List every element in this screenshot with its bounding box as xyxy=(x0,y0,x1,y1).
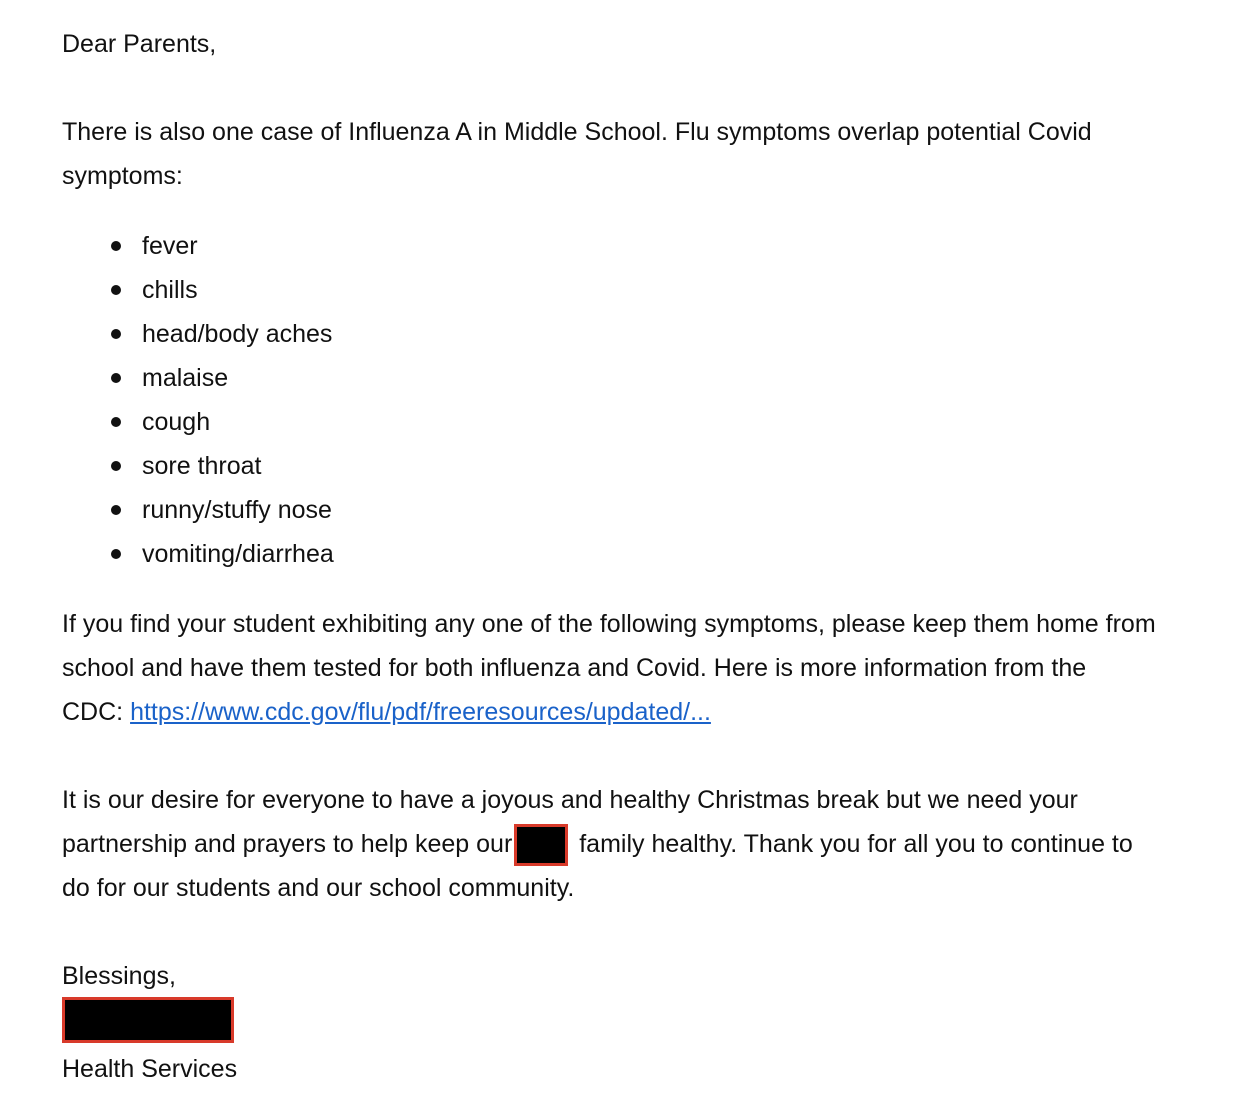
bullet-icon xyxy=(111,241,121,251)
list-item xyxy=(62,356,1222,400)
instructions-paragraph xyxy=(62,602,1222,734)
list-item xyxy=(62,400,1222,444)
list-item xyxy=(62,532,1222,576)
intro-paragraph xyxy=(62,110,1222,198)
spacer xyxy=(62,734,1222,778)
symptom-text: sore throat xyxy=(142,452,262,480)
list-item xyxy=(62,268,1222,312)
redacted-school-name xyxy=(514,824,568,866)
salutation: Blessings, xyxy=(62,962,176,990)
greeting: Dear Parents, xyxy=(62,30,217,58)
closing-line-2-end: family healthy. Thank you for all you to continue to xyxy=(572,830,1133,858)
bullet-icon xyxy=(111,549,121,559)
list-item xyxy=(62,488,1222,532)
email-body xyxy=(62,22,1222,1091)
bullet-icon xyxy=(111,505,121,515)
closing-line-2 xyxy=(62,822,1222,866)
closing-line-1: It is our desire for everyone to have a joyous and healthy Christmas break but we need your xyxy=(62,786,1078,814)
symptom-text: vomiting/diarrhea xyxy=(142,540,334,568)
redacted-sender-name xyxy=(62,997,234,1043)
bullet-icon xyxy=(111,285,121,295)
bullet-icon xyxy=(111,373,121,383)
bullet-icon xyxy=(111,329,121,339)
spacer xyxy=(62,66,1222,110)
symptom-text: fever xyxy=(142,232,198,260)
symptom-text: cough xyxy=(142,408,211,436)
signature-block xyxy=(62,954,1222,1091)
spacer xyxy=(62,910,1222,954)
intro-line-2: symptoms: xyxy=(62,162,183,190)
intro-line-1: There is also one case of Influenza A in Middle School. Flu symptoms overlap potential Covid xyxy=(62,118,1092,146)
cdc-label: CDC: xyxy=(62,698,131,726)
list-item xyxy=(62,224,1222,268)
closing-line-3: do for our students and our school community. xyxy=(62,874,575,902)
bullet-icon xyxy=(111,461,121,471)
closing-line-2-start: partnership and prayers to help keep our xyxy=(62,830,513,858)
instructions-line-2: school and have them tested for both influenza and Covid. Here is more information from the xyxy=(62,654,1087,682)
list-item xyxy=(62,444,1222,488)
symptom-text: runny/stuffy nose xyxy=(142,496,332,524)
symptom-text: head/body aches xyxy=(142,320,333,348)
symptom-text: malaise xyxy=(142,364,229,392)
symptom-list xyxy=(62,224,1222,576)
instructions-line-3 xyxy=(62,690,1222,734)
list-item xyxy=(62,312,1222,356)
bullet-icon xyxy=(111,417,121,427)
department: Health Services xyxy=(62,1055,238,1083)
cdc-link[interactable]: https://www.cdc.gov/flu/pdf/freeresources/updated/... xyxy=(130,698,711,726)
closing-paragraph xyxy=(62,778,1222,910)
symptom-text: chills xyxy=(142,276,198,304)
instructions-line-1: If you find your student exhibiting any one of the following symptoms, please keep them home from xyxy=(62,610,1156,638)
